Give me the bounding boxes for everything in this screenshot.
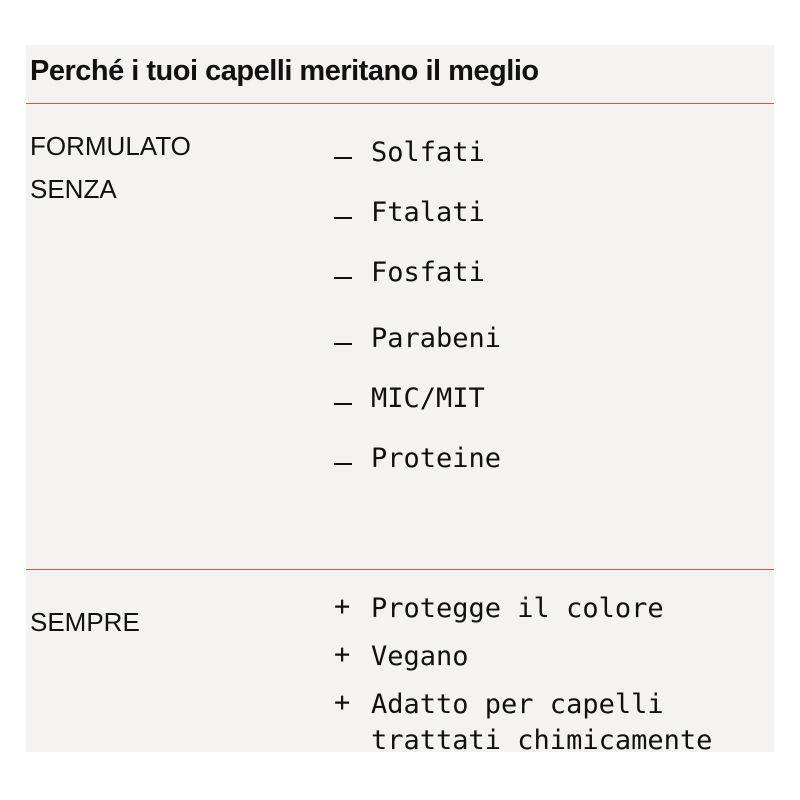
dash-icon [334, 381, 371, 412]
benefit-item [334, 591, 664, 627]
always-label: SEMPRE [30, 607, 140, 637]
benefit-item-text-multiline [371, 687, 712, 752]
benefit-item-text-line2: trattati chimicamente [371, 725, 713, 752]
benefit-item [334, 639, 469, 675]
dash-icon [334, 441, 371, 472]
formulated-without-label-line2: SENZA [30, 174, 117, 204]
panel-title: Perché i tuoi capelli meritano il meglio [30, 55, 539, 87]
benefit-item-text-line1: Adatto per capelli [371, 689, 664, 720]
excluded-item [334, 441, 501, 477]
benefits-panel [26, 45, 774, 752]
divider-top [26, 103, 774, 104]
formulated-without-label-line1: FORMULATO [30, 131, 191, 161]
benefit-item [334, 687, 712, 752]
excluded-item-text: Fosfati [371, 257, 485, 288]
dash-icon [334, 321, 371, 352]
excluded-item-text: Proteine [371, 443, 502, 474]
formulated-without-label [30, 125, 191, 211]
dash-icon [334, 195, 371, 226]
excluded-item [334, 381, 485, 417]
dash-icon [334, 135, 371, 166]
excluded-item-text: Parabeni [371, 323, 502, 354]
excluded-item [334, 135, 485, 171]
benefit-item-text: Vegano [371, 641, 469, 672]
divider-middle [26, 569, 774, 570]
plus-icon: + [334, 639, 351, 670]
excluded-item-text: Solfati [371, 137, 485, 168]
excluded-item-text: Ftalati [371, 197, 485, 228]
plus-icon: + [334, 591, 351, 622]
excluded-item [334, 255, 485, 291]
dash-icon [334, 255, 371, 286]
benefit-item-text: Protegge il colore [371, 593, 664, 624]
plus-icon: + [334, 687, 351, 718]
excluded-item [334, 321, 501, 357]
excluded-item [334, 195, 485, 231]
excluded-item-text: MIC/MIT [371, 383, 485, 414]
